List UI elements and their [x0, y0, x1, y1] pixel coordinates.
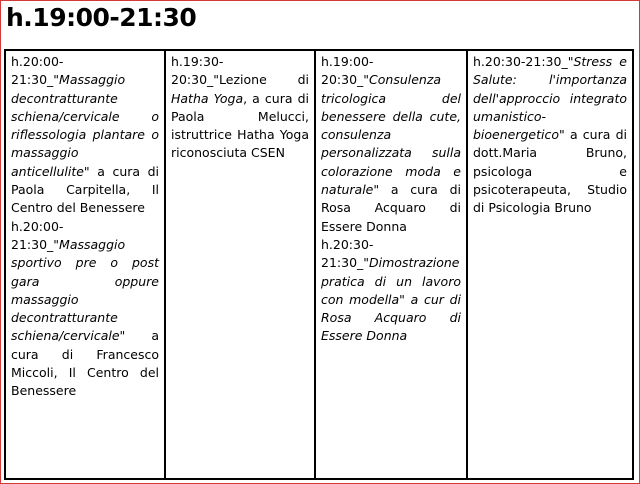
entry-credit: a cura di dott.Maria Bruno, psicologa e psicoterapeuta, Studio di Psicologia Bruno [473, 127, 627, 216]
entry-credit: , a cura di Paola Melucci, istruttrice Hatha Yoga riconosciuta CSEN [171, 90, 309, 161]
schedule-column-4 [468, 51, 632, 478]
schedule-entry [11, 218, 159, 401]
schedule-column-3 [316, 51, 468, 478]
entry-title: "Consulenza tricologica del benessere della cute, consulenza personalizzata sulla colorazione moda e naturale" [321, 72, 461, 198]
entry-title: "Stress e Salute: l'importanza dell'approccio integrato umanistico-bioenergetico" [473, 54, 627, 143]
entry-time: h.19:00-20:30_ [321, 54, 374, 88]
entry-time: h.19:30-20:30_ [171, 54, 224, 88]
entry-title: "Massaggio sportivo pre o post gara oppure massaggio decontratturante schiena/cervicale" [11, 236, 159, 344]
schedule-entry [321, 236, 461, 346]
schedule-entry [321, 53, 461, 236]
entry-title: "Massaggio decontratturante schiena/cervicale o riflessologia plantare o massaggio anticellulite" [11, 72, 159, 179]
entry-time: h.20:00-21:30_ [11, 218, 64, 252]
entry-title: Hatha Yoga [171, 90, 244, 106]
schedule-column-1 [6, 51, 166, 478]
schedule-table [4, 49, 634, 480]
entry-title: "Dimostrazione pratica di un lavoro con modella" a cur di Rosa Acquaro di Essere Donna [321, 255, 461, 344]
entry-credit: a cura di Francesco Miccoli, Il Centro del Benessere [11, 328, 159, 399]
entry-credit: a cura di Paola Carpitella, Il Centro del Benessere [11, 163, 159, 216]
entry-prefix: "Lezione di [213, 72, 309, 88]
entry-credit: a cura di Rosa Acquaro di Essere Donna [321, 182, 461, 234]
schedule-entry [473, 53, 627, 218]
entry-time: h.20:30-21:30_ [321, 236, 374, 271]
entry-time: h.20:00-21:30_ [11, 54, 64, 88]
schedule-heading: h.19:00-21:30 [6, 3, 197, 32]
schedule-column-2 [166, 51, 316, 478]
schedule-entry [11, 53, 159, 218]
entry-time: h.20:30-21:30_ [473, 54, 568, 69]
schedule-entry [171, 53, 309, 163]
